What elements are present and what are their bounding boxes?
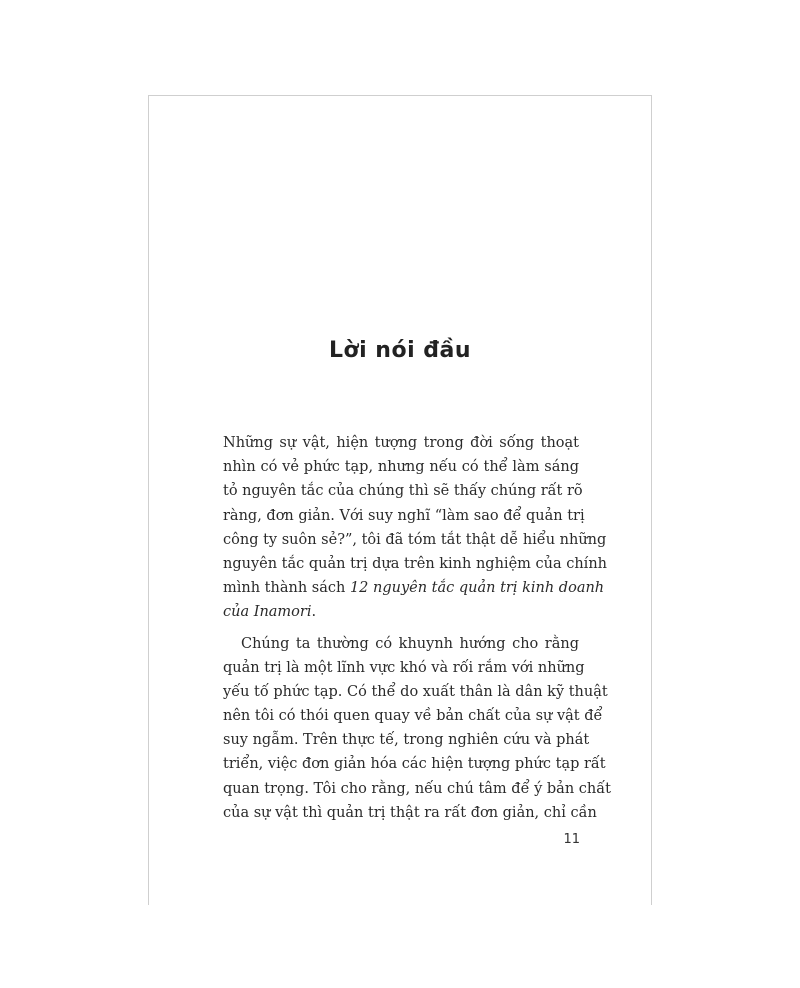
page-title: Lời nói đầu [328, 338, 472, 363]
text-line: triển, việc đơn giản hóa các hiện tượng phức tạp rất [223, 756, 606, 773]
text-line: quản trị là một lĩnh vực khó và rối rắm với những [223, 659, 585, 676]
text-line [223, 576, 605, 600]
paragraph-1 [223, 431, 607, 625]
text-line: nhìn có vẻ phức tạp, nhưng nếu có thể làm sáng [223, 459, 579, 476]
text-line [223, 600, 579, 624]
text-line: suy ngẫm. Trên thực tế, trong nghiên cứu và phát [223, 732, 590, 749]
text-line: nên tôi có thói quen quay về bản chất của sự vật để [223, 708, 603, 725]
body-text [223, 431, 611, 825]
text-line: Những sự vật, hiện tượng trong đời sống thoạt [223, 435, 579, 451]
page-number: 11 [563, 832, 580, 847]
text-segment: . [311, 604, 317, 621]
text-line: ràng, đơn giản. Với suy nghĩ “làm sao để quản trị [223, 507, 585, 524]
book-title-part-1: 12 nguyên tắc quản trị kinh doanh [349, 580, 605, 597]
text-line: tỏ nguyên tắc của chúng thì sẽ thấy chúng rất rõ [223, 483, 583, 500]
paragraph-2 [223, 632, 611, 826]
text-line: Chúng ta thường có khuynh hướng cho rằng [241, 635, 579, 652]
text-line: nguyên tắc quản trị dựa trên kinh nghiệm của chính [223, 555, 607, 572]
text-segment: mình thành sách [223, 580, 350, 597]
text-line: của sự vật thì quản trị thật ra rất đơn giản, chỉ cần [223, 804, 597, 821]
text-line: công ty suôn sẻ?”, tôi đã tóm tắt thật dễ hiểu những [223, 531, 607, 548]
book-title-part-2: của Inamori [223, 604, 312, 621]
text-line: quan trọng. Tôi cho rằng, nếu chú tâm để ý bản chất [223, 780, 611, 797]
text-line: yếu tố phức tạp. Có thể do xuất thân là dân kỹ thuật [223, 683, 608, 700]
